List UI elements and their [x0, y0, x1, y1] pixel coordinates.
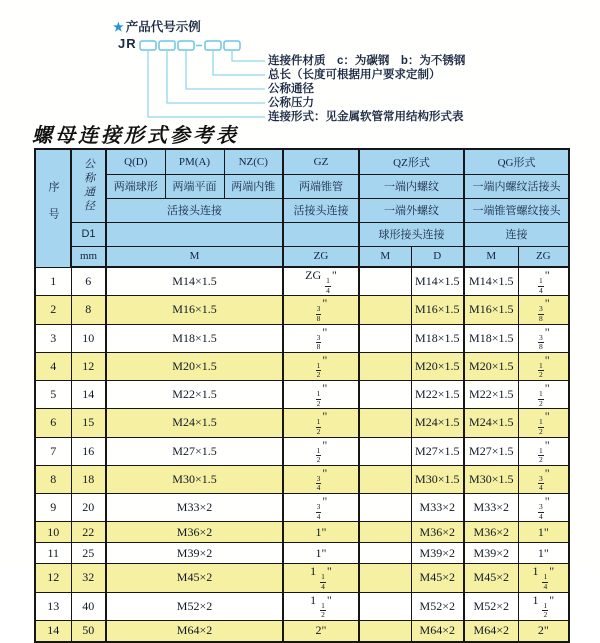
header-pm-code: PM(A): [165, 149, 224, 174]
row-qz-d: M14×1.5: [411, 267, 464, 296]
row-seq: 13: [35, 592, 71, 620]
code-example-title: [113, 17, 201, 35]
row-seq: 5: [35, 381, 71, 409]
row-m: M36×2: [106, 522, 283, 543]
row-dn: 16: [71, 437, 106, 465]
row-qg-m: M45×2: [464, 564, 518, 592]
row-m: M20×1.5: [106, 352, 283, 380]
row-qg-zg: $\frac{1}{2}$ ": [518, 352, 569, 380]
table-body: [35, 267, 569, 642]
header-q-code: Q(D): [106, 149, 165, 174]
row-qz-d: M22×1.5: [411, 381, 464, 409]
row-qg-m: M39×2: [464, 543, 518, 564]
row-qz-m: [359, 522, 411, 543]
table-row: [35, 522, 569, 543]
connector-line: [167, 50, 265, 103]
code-label-pressure: 公称压力: [268, 97, 314, 109]
row-qz-m: [359, 592, 411, 620]
row-seq: 9: [35, 494, 71, 522]
header-nominal-diameter: 公称通径: [71, 149, 106, 222]
connector-line: [148, 50, 265, 117]
row-qz-d: M39×2: [411, 543, 464, 564]
table-row: [35, 592, 569, 620]
row-gz-zg: ZG $\frac{1}{4}$ ": [283, 267, 359, 296]
header-gz-ends: 两端锥管: [283, 174, 359, 198]
header-empty-qpmnz: [106, 222, 283, 246]
code-label-length: 总长（长度可根据用户要求定制）: [268, 69, 441, 81]
row-seq: 1: [35, 267, 71, 296]
row-qz-m: [359, 564, 411, 592]
row-m: M64×2: [106, 620, 283, 642]
row-qz-m: [359, 352, 411, 380]
code-box: [224, 41, 240, 50]
header-qz-code: QZ形式: [359, 149, 464, 174]
row-dn: 18: [71, 465, 106, 493]
header-pm-ends: 两端平面: [165, 174, 224, 198]
row-seq: 6: [35, 409, 71, 437]
header-qz-inner-thread: 一端内螺纹: [359, 174, 464, 198]
header-sub-zg: ZG: [283, 246, 359, 267]
table-title: 螺母连接形式参考表: [32, 125, 239, 147]
header-qz-ball-joint: 球形接头连接: [359, 222, 464, 246]
row-seq: 11: [35, 543, 71, 564]
row-dn: 14: [71, 381, 106, 409]
row-m: M39×2: [106, 543, 283, 564]
header-mm: mm: [71, 246, 106, 267]
header-qg-connection: 连接: [464, 222, 569, 246]
header-qg-sub-m: M: [464, 246, 518, 267]
row-qg-zg: 1": [518, 543, 569, 564]
row-qg-m: M30×1.5: [464, 465, 518, 493]
row-qg-m: M27×1.5: [464, 437, 518, 465]
row-gz-zg: $\frac{1}{2}$ ": [283, 381, 359, 409]
row-dn: 8: [71, 296, 106, 324]
header-nz-code: NZ(C): [224, 149, 283, 174]
header-nz-ends: 两端内锥: [224, 174, 283, 198]
header-seq: 序号: [35, 149, 71, 267]
table-row: [35, 437, 569, 465]
row-gz-zg: $\frac{3}{8}$ ": [283, 324, 359, 352]
row-qg-m: M20×1.5: [464, 352, 518, 380]
row-m: M33×2: [106, 494, 283, 522]
nut-connection-table: [34, 148, 570, 643]
row-seq: 4: [35, 352, 71, 380]
row-m: M27×1.5: [106, 437, 283, 465]
row-gz-zg: $\frac{1}{2}$ ": [283, 352, 359, 380]
row-seq: 10: [35, 522, 71, 543]
row-gz-zg: 2": [283, 620, 359, 642]
star-icon: ★: [113, 20, 124, 34]
row-dn: 25: [71, 543, 106, 564]
row-dn: 40: [71, 592, 106, 620]
header-q-ends: 两端球形: [106, 174, 165, 198]
row-gz-zg: $\frac{3}{4}$ ": [283, 494, 359, 522]
table-row: [35, 543, 569, 564]
row-qz-m: [359, 543, 411, 564]
row-seq: 12: [35, 564, 71, 592]
row-qz-d: M30×1.5: [411, 465, 464, 493]
table-row: [35, 564, 569, 592]
row-qg-m: M16×1.5: [464, 296, 518, 324]
row-m: M24×1.5: [106, 409, 283, 437]
row-qz-m: [359, 324, 411, 352]
row-m: M18×1.5: [106, 324, 283, 352]
table-header: [35, 149, 569, 267]
row-qg-m: M18×1.5: [464, 324, 518, 352]
row-qz-d: M16×1.5: [411, 296, 464, 324]
table-row: [35, 267, 569, 296]
row-qg-zg: 2": [518, 620, 569, 642]
row-qz-d: M36×2: [411, 522, 464, 543]
code-label-connection: 连接形式：见金属软管常用结构形式表: [268, 111, 464, 123]
row-dn: 22: [71, 522, 106, 543]
row-seq: 2: [35, 296, 71, 324]
row-qg-m: M64×2: [464, 620, 518, 642]
row-qg-zg: $\frac{1}{4}$ ": [518, 267, 569, 296]
row-qz-m: [359, 267, 411, 296]
row-dn: 32: [71, 564, 106, 592]
table-row: [35, 296, 569, 324]
row-gz-zg: $\frac{3}{4}$ ": [283, 465, 359, 493]
row-gz-zg: 1": [283, 543, 359, 564]
row-qg-m: M24×1.5: [464, 409, 518, 437]
row-qg-zg: 1 $\frac{1}{4}$ ": [518, 564, 569, 592]
row-qz-d: M18×1.5: [411, 324, 464, 352]
code-box: [205, 41, 221, 50]
row-qg-zg: 1 $\frac{1}{2}$ ": [518, 592, 569, 620]
row-qz-m: [359, 409, 411, 437]
row-qg-m: M22×1.5: [464, 381, 518, 409]
table-row: [35, 465, 569, 493]
row-seq: 3: [35, 324, 71, 352]
row-qz-m: [359, 437, 411, 465]
header-sub-m: M: [106, 246, 283, 267]
header-d1: D1: [71, 222, 106, 246]
code-label-material: 连接件材质 c：为碳钢 b：为不锈钢: [268, 55, 466, 67]
row-gz-zg: $\frac{3}{8}$ ": [283, 296, 359, 324]
row-seq: 14: [35, 620, 71, 642]
row-qz-d: M24×1.5: [411, 409, 464, 437]
row-gz-zg: 1 $\frac{1}{4}$ ": [283, 564, 359, 592]
header-union-joint: 活接头连接: [106, 198, 283, 222]
row-dn: 20: [71, 494, 106, 522]
table-row: [35, 381, 569, 409]
row-m: M22×1.5: [106, 381, 283, 409]
row-qg-zg: $\frac{1}{2}$ ": [518, 409, 569, 437]
row-dn: 6: [71, 267, 106, 296]
header-qg-taper-thread-joint: 一端锥管螺纹接头: [464, 198, 569, 222]
header-qg-sub-zg: ZG: [518, 246, 569, 267]
row-qg-zg: 1": [518, 522, 569, 543]
row-qg-m: M33×2: [464, 494, 518, 522]
row-qz-m: [359, 381, 411, 409]
table-row: [35, 620, 569, 642]
row-qg-zg: $\frac{1}{2}$ ": [518, 381, 569, 409]
table-row: [35, 352, 569, 380]
row-gz-zg: $\frac{1}{2}$ ": [283, 409, 359, 437]
header-qz-outer-thread: 一端外螺纹: [359, 198, 464, 222]
code-prefix: JR: [118, 36, 137, 51]
row-qz-m: [359, 465, 411, 493]
row-m: M14×1.5: [106, 267, 283, 296]
row-m: M30×1.5: [106, 465, 283, 493]
header-qz-sub-m: M: [359, 246, 411, 267]
row-qz-d: M27×1.5: [411, 437, 464, 465]
row-qz-d: M45×2: [411, 564, 464, 592]
row-m: M45×2: [106, 564, 283, 592]
code-label-diameter: 公称通径: [268, 83, 314, 95]
row-seq: 7: [35, 437, 71, 465]
row-qg-m: M14×1.5: [464, 267, 518, 296]
table-row: [35, 324, 569, 352]
header-empty-gz: [283, 222, 359, 246]
row-qg-zg: $\frac{1}{2}$ ": [518, 437, 569, 465]
row-qz-m: [359, 620, 411, 642]
row-qz-m: [359, 494, 411, 522]
connector-line: [232, 50, 265, 61]
row-m: M52×2: [106, 592, 283, 620]
row-gz-zg: 1": [283, 522, 359, 543]
connector-line: [213, 50, 265, 75]
code-example-title-text: 产品代号示例: [125, 20, 201, 34]
header-gz-union-joint: 活接头连接: [283, 198, 359, 222]
row-gz-zg: $\frac{1}{2}$ ": [283, 437, 359, 465]
row-dn: 15: [71, 409, 106, 437]
row-seq: 8: [35, 465, 71, 493]
code-box: [140, 41, 156, 50]
row-qg-zg: $\frac{3}{4}$ ": [518, 465, 569, 493]
header-gz-code: GZ: [283, 149, 359, 174]
table-row: [35, 494, 569, 522]
row-m: M16×1.5: [106, 296, 283, 324]
connector-line: [186, 50, 265, 89]
row-dn: 12: [71, 352, 106, 380]
header-qz-sub-d: D: [411, 246, 464, 267]
table-row: [35, 409, 569, 437]
code-box: [159, 41, 175, 50]
row-qg-m: M36×2: [464, 522, 518, 543]
row-qg-zg: $\frac{3}{8}$ ": [518, 296, 569, 324]
row-qz-d: M20×1.5: [411, 352, 464, 380]
row-qz-d: M52×2: [411, 592, 464, 620]
row-dn: 50: [71, 620, 106, 642]
row-qg-m: M52×2: [464, 592, 518, 620]
row-qg-zg: $\frac{3}{8}$ ": [518, 324, 569, 352]
code-box: [178, 41, 194, 50]
row-qz-d: M64×2: [411, 620, 464, 642]
row-qz-d: M33×2: [411, 494, 464, 522]
row-qz-m: [359, 296, 411, 324]
row-qg-zg: $\frac{3}{4}$ ": [518, 494, 569, 522]
header-qg-code: QG形式: [464, 149, 569, 174]
row-gz-zg: 1 $\frac{1}{2}$ ": [283, 592, 359, 620]
header-qg-inner-thread-union: 一端内螺纹活接头: [464, 174, 569, 198]
row-dn: 10: [71, 324, 106, 352]
